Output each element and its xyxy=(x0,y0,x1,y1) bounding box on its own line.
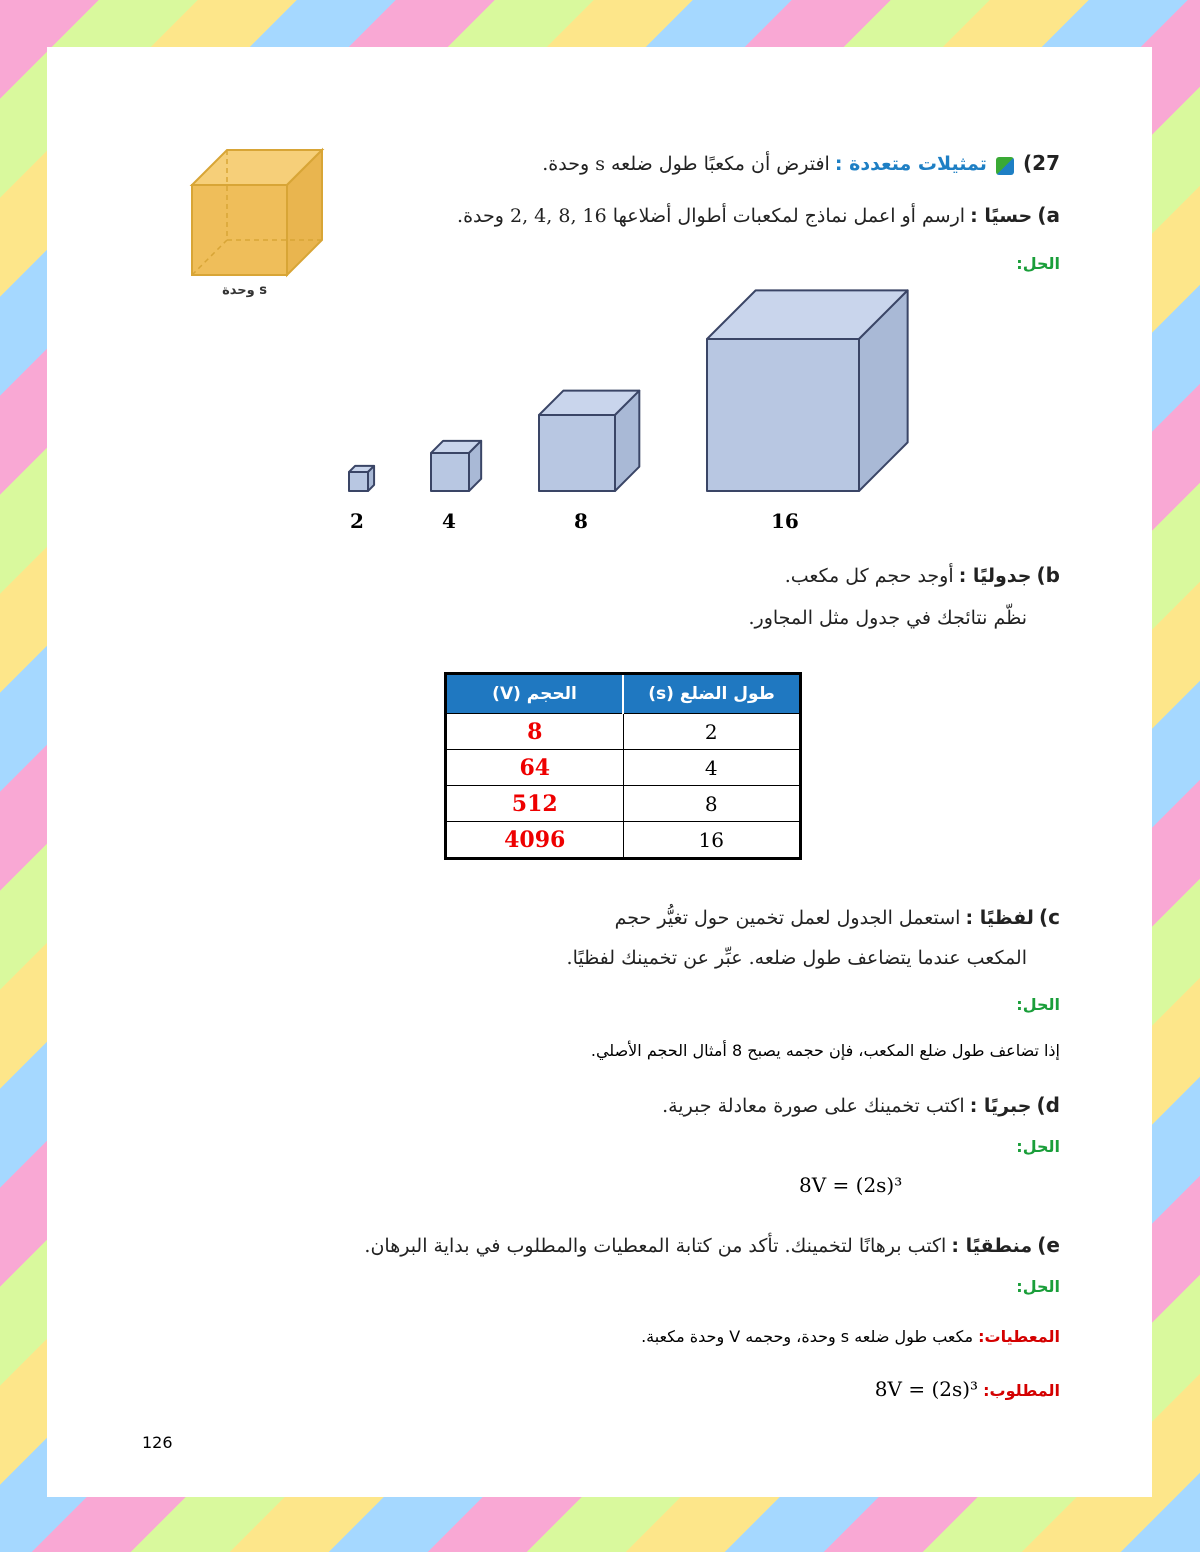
part-b xyxy=(560,563,1060,587)
part-a-label: حسيًا : xyxy=(970,205,1033,227)
table-row xyxy=(446,822,801,859)
cube-side-2 xyxy=(349,466,374,491)
cube-label-4: 4 xyxy=(442,509,456,533)
table-row xyxy=(446,714,801,750)
part-a-solution-label: الحل: xyxy=(1016,254,1060,273)
part-d-label: جبريًا : xyxy=(969,1095,1032,1117)
side-cell: 4 xyxy=(623,750,801,786)
part-d xyxy=(460,1093,1060,1117)
part-d-equation: 8V = (2s)³ xyxy=(799,1173,903,1197)
volume-cell: 512 xyxy=(446,786,624,822)
part-a-text: ارسم أو اعمل نماذج لمكعبات أطوال أضلاعها 16 ,8 ,4 ,2 وحدة. xyxy=(457,205,966,227)
part-e-letter: e) xyxy=(1037,1233,1060,1257)
part-d-text: اكتب تخمينك على صورة معادلة جبرية. xyxy=(662,1095,965,1117)
given-line xyxy=(460,1327,1060,1346)
header-volume: الحجم (V) xyxy=(446,674,624,714)
part-b-line2: نظّم نتائجك في جدول مثل المجاور. xyxy=(748,607,1027,629)
textbook-page xyxy=(47,47,1152,1497)
side-cell: 2 xyxy=(623,714,801,750)
volume-table xyxy=(444,672,802,860)
part-c-letter: c) xyxy=(1039,905,1060,929)
volume-cell: 8 xyxy=(446,714,624,750)
required-label: المطلوب: xyxy=(983,1381,1060,1400)
part-a-letter: a) xyxy=(1037,203,1060,227)
question-intro: افترض أن مكعبًا طول ضلعه s وحدة. xyxy=(542,153,830,175)
given-text: مكعب طول ضلعه s وحدة، وحجمه V وحدة مكعبة. xyxy=(641,1327,974,1346)
volume-cell: 4096 xyxy=(446,822,624,859)
part-e-text: اكتب برهانًا لتخمينك. تأكد من كتابة المعطيات والمطلوب في بداية البرهان. xyxy=(364,1235,947,1257)
part-c-line1: استعمل الجدول لعمل تخمين حول تغيُّر حجم xyxy=(614,907,961,929)
side-cell: 16 xyxy=(623,822,801,859)
header-side-length: طول الضلع (s) xyxy=(623,674,801,714)
part-b-letter: b) xyxy=(1036,563,1060,587)
part-d-solution-label: الحل: xyxy=(1016,1137,1060,1156)
question-title: تمثيلات متعددة : xyxy=(834,153,987,175)
part-a xyxy=(300,203,1060,227)
question-number: 27) xyxy=(1023,151,1060,175)
unit-cube-label: s وحدة xyxy=(222,283,267,298)
cube-side-16 xyxy=(707,290,908,491)
multiple-representations-icon xyxy=(996,157,1014,175)
cubes-figure xyxy=(327,277,947,507)
part-c-answer: إذا تضاعف طول ضلع المكعب، فإن حجمه يصبح 8 أمثال الحجم الأصلي. xyxy=(590,1041,1060,1060)
required-equation: 8V = (2s)³ xyxy=(874,1377,979,1401)
part-b-line1: أوجد حجم كل مكعب. xyxy=(784,565,954,587)
cube-label-16: 16 xyxy=(771,509,799,533)
part-c-line2: المكعب عندما يتضاعف طول ضلعه. عبِّر عن تخمينك لفظيًا. xyxy=(566,947,1027,969)
part-d-letter: d) xyxy=(1036,1093,1060,1117)
page-number: 126 xyxy=(142,1433,173,1452)
volume-cell: 64 xyxy=(446,750,624,786)
given-label: المعطيات: xyxy=(978,1327,1060,1346)
cube-label-8: 8 xyxy=(574,509,588,533)
part-c-label: لفظيًا : xyxy=(965,907,1034,929)
required-line xyxy=(660,1377,1060,1401)
part-e-solution-label: الحل: xyxy=(1016,1277,1060,1296)
table-row xyxy=(446,750,801,786)
part-e xyxy=(240,1233,1060,1257)
cube-side-8 xyxy=(539,391,639,491)
part-c xyxy=(460,905,1060,929)
part-e-label: منطقيًا : xyxy=(951,1235,1033,1257)
part-c-solution-label: الحل: xyxy=(1016,995,1060,1014)
table-row xyxy=(446,786,801,822)
cube-side-4 xyxy=(431,441,481,491)
side-cell: 8 xyxy=(623,786,801,822)
question-header xyxy=(360,151,1060,175)
cube-label-2: 2 xyxy=(350,509,364,533)
part-b-label: جدوليًا : xyxy=(958,565,1032,587)
